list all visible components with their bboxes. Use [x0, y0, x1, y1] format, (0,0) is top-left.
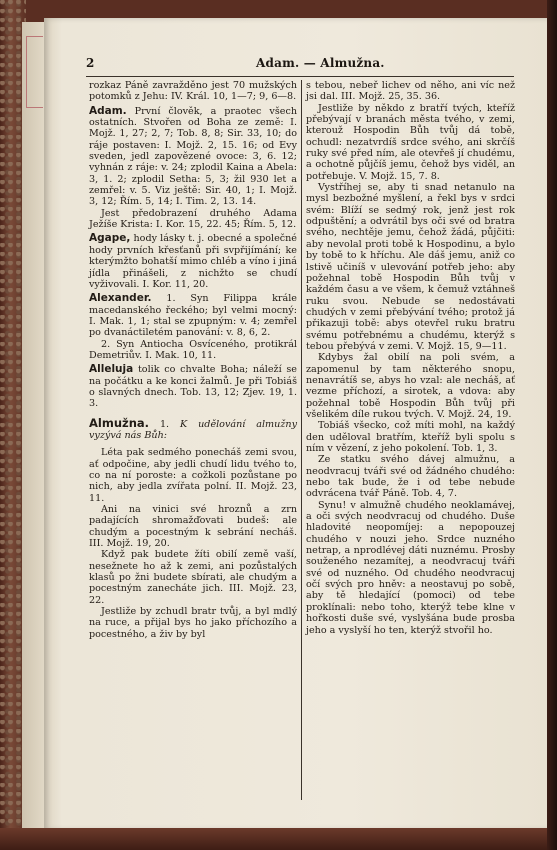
paragraph-continued — [89, 80, 297, 103]
paragraph-text: rozkaz Páně zavražděno jest 70 mužských potomků z Jehu: IV. Král. 10, 1—7; 9, 6—8. — [89, 80, 297, 103]
entry-headword: Adam. — [89, 104, 127, 117]
paragraph-text: Tobiáš všecko, což míti mohl, na každý den uděloval bratřím, kteříž byli spolu s ním v vězení, z jeho pokolení. Tob. 1, 3. — [306, 420, 515, 454]
paragraph — [306, 182, 515, 352]
paragraph — [306, 454, 515, 499]
column-divider — [301, 80, 302, 800]
entry-headword: Alleluja — [89, 363, 134, 376]
book-cover-bottom — [0, 828, 557, 850]
paragraph — [89, 549, 297, 606]
paragraph-text: Jestliže by někdo z bratří tvých, kteříž přebývají v branách města tvého, v zemi, kterouž Hospodin Bůh tvůj dá tobě, ochudl: nezatvrdíš srdce svého, ani skrčíš ruky své před ním, ale otevřeš jí chudému, a ochotně půjčíš jemu, čehož bys viděl, an potřebuje. V. Mojž. 15, 7. 8. — [306, 102, 515, 182]
paragraph-continued — [306, 80, 515, 103]
page-header — [86, 56, 506, 76]
dictionary-entry — [89, 293, 297, 338]
book-right-edge — [547, 0, 557, 850]
paragraph-text: s tebou, nebeř lichev od něho, ani víc než jsi dal. III. Mojž. 25, 35. 36. — [306, 80, 515, 103]
paragraph-text: Kdybys žal obilí na poli svém, a zapomenul by tam některého snopu, nenavrátíš se, abys ho vzal: ale necháš, ať vezme příchozí, a sirotek, a vdova: aby požehnal tobě Hospodin Bůh tvůj při všelikém díle rukou tvých. V. Mojž. 24, 19. — [306, 352, 515, 420]
paragraph-text: Vystříhej se, aby ti snad netanulo na mysl bezbožné myšlení, a řekl bys v srdci svém: Blíží se sedmý rok, jenž jest rok odpuštění; a odvrátil bys oči své od bratra svého, nechtěje jemu, čehož žádá, půjčiti: aby nevolal proti tobě k Hospodinu, a bylo by tobě to k hříchu. Ale dáš jemu, aniž co lstivě učiníš v ulevování potřeb jeho: aby požehnal tobě Hospodin Bůh tvůj v každém času a ve všem, k čemuž vztáhneš ruku svou. Nebude se nedostávati chudých v zemi přebývání tvého; protož já přikazuji tobě: abys otevřel ruku bratru svému potřebnému a chudému, kterýž s tebou přebývá v zemi. V. Mojž. 15, 9—11. — [306, 182, 515, 352]
paragraph-text: 2. Syn Antiocha Osvíceného, protikrál Demetriův. I. Mak. 10, 11. — [89, 338, 297, 361]
paragraph-text: Ze statku svého dávej almužnu, a neodvracuj tváři své od žádného chudého: nebo tak bude, že i od tebe nebude odvrácena tvář Páně. Tob. 4, 7. — [306, 454, 515, 500]
paragraph — [89, 606, 297, 640]
left-column — [89, 80, 297, 640]
header-rule — [86, 76, 514, 77]
entry-headword: Alexander. — [89, 292, 152, 305]
entry-text: 1. Syn Filippa krále macedanského řeckého; byl velmi mocný: I. Mak. 1, 1; stal se zpupným: v. 4; zemřel po dvanáctiletém panování: v. 8, 6, 2. — [89, 293, 297, 339]
section-heading-entry — [89, 415, 297, 442]
paragraph — [306, 352, 515, 420]
right-column — [306, 80, 515, 636]
paragraph-text: Léta pak sedmého ponecháš zemi svou, ať odpočine, aby jedli chudí lidu tvého to, co na ní poroste: a cožkoli pozůstane po nich, aby jedla zvířata polní. II. Mojž. 23, 11. — [89, 447, 297, 504]
paragraph — [89, 504, 297, 549]
paragraph-text: Jest předobrazení druhého Adama Ježíše Krista: I. Kor. 15, 22. 45; Řím. 5, 12. — [89, 207, 297, 231]
page-tab-marker — [26, 36, 43, 108]
entry-text: hody lásky t. j. obecné a společné hody prvních křesťanů při svpřijímání; ke kterýmžto bohatší mimo chléb a víno i jiná jídla přinášeli, z nichžto se chudí vyživovali. I. Kor. 11, 20. — [89, 233, 297, 290]
paragraph — [306, 500, 515, 636]
paragraph-text: Ani na vinici své hroznů a zrn padajících shromažďovati budeš: ale chudým a pocestným k sebrání necháš. III. Mojž. 19, 20. — [89, 504, 297, 550]
entry-text: tolik co chvalte Boha; náleží se na počátku a ke konci žalmů. Je při Tobiáš o slavných dnech. Tob. 13, 12; Zjev. 19, 1. 3. — [89, 364, 297, 410]
paragraph — [306, 420, 515, 454]
entry-headword: Almužna. — [89, 415, 150, 430]
paragraph-text: Jestliže by zchudl bratr tvůj, a byl mdlý na ruce, a přijal bys ho jako příchozího a pocestného, a živ by byl — [89, 606, 297, 640]
paragraph — [89, 208, 297, 231]
paragraph — [89, 339, 297, 362]
paragraph-text: Když pak budete žíti obilí země vaší, nesežnete ho až k zemi, ani pozůstalých klasů po žni budete sbírati, ale chudým a pocestným zanecháte jich. III. Mojž. 23, 22. — [89, 549, 297, 606]
paragraph — [89, 447, 297, 504]
dictionary-entry — [89, 106, 297, 208]
dictionary-entry — [89, 364, 297, 409]
dictionary-entry — [89, 233, 297, 290]
entry-subheading: K udělování almužny vyzývá nás Bůh: — [89, 418, 297, 441]
paragraph-text: Synu! v almužně chudého neoklamávej, a oči svých neodvracuj od chudého. Duše hladovité neopomíjej: a nepopouzej chudého v nouzi jeho. Srdce nuzného netrap, a nprodlévej dáti nuznému. Prosby souženého nezamítej, a neodvracuj tváři své od nuzného. Od chudého neodvracuj očí svých pro hněv: a neostavuj po sobě, aby tě hledající (pomoci) od tebe proklínali: nebo toho, kterýž tebe klne v hořkosti duše své, vyslyšána bude prosba jeho a vyslyší ho ten, kterýž stvořil ho. — [306, 499, 515, 636]
paragraph — [306, 103, 515, 182]
page-number: 2 — [86, 56, 95, 70]
entry-text: První člověk, a praotec všech ostatních. Stvořen od Boha ze země: I. Mojž. 1, 27; 2, 7; Tob. 8, 8; Sir. 33, 10; do ráje postaven: I. Mojž. 2, 15. 16; od Evy sveden, jedl zapovězené ovoce: 3, 6. 12; vyhnán z ráje: v. 24; zplodil Kaina a Abela: 3, 1. 2; zplodil Setha: 5, 3; žil 930 let a zemřel: v. 5. Viz ještě: Sir. 40, 1; I. Mojž. 3, 12; Řím. 5, 14; I. Tim. 2, 13. 14. — [89, 105, 297, 208]
entry-headword: Agape, — [89, 232, 131, 245]
running-title: Adam. — Almužna. — [256, 56, 385, 70]
entry-number: 1. — [149, 418, 181, 430]
